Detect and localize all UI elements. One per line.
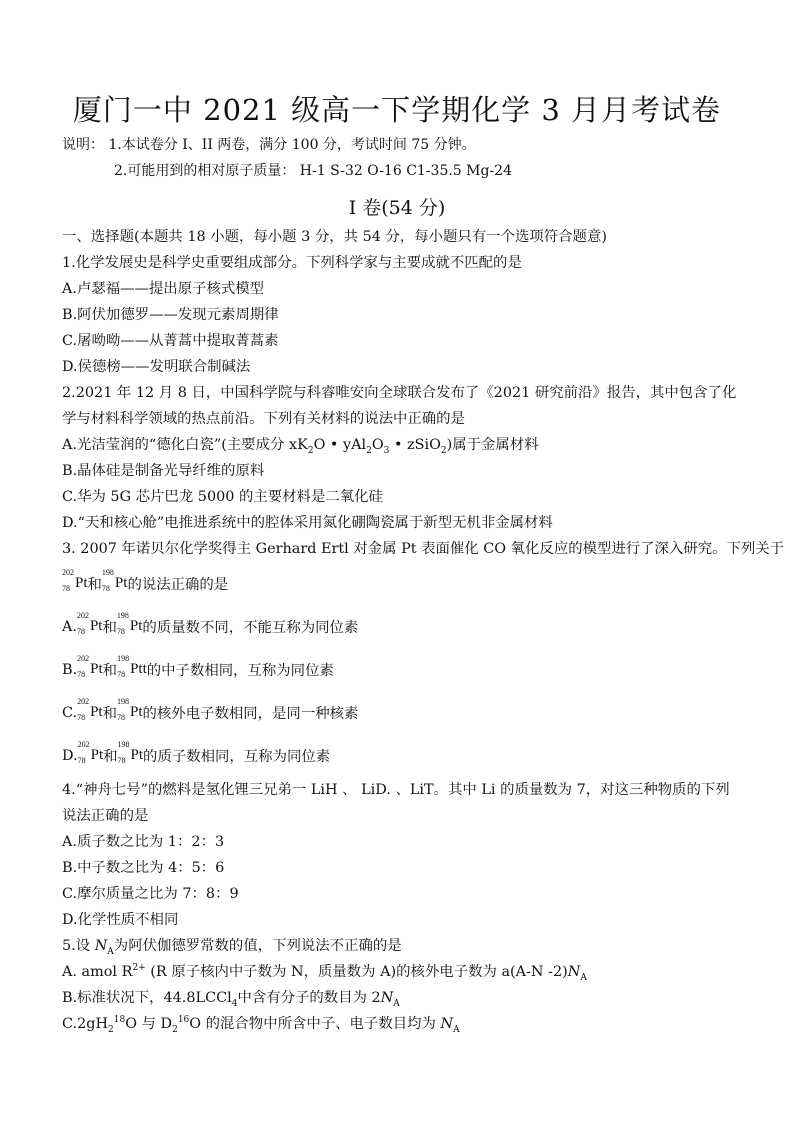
option-a: A. amol $R^{2+}$ (R 原子核内中子数为 N，质量数为 A)的核外电子数为 a(A-N $-2)N_A$: [62, 963, 587, 983]
option-a: A. 202 78 Pt 和 198 78 Pt 的质量数不同，不能互称为同位素: [62, 611, 359, 636]
option-c: C.摩尔质量之比为 7：8：9: [62, 886, 239, 902]
question-stem: 2.2021 年 12 月 8 日，中国科学院与科睿唯安向全球联合发布了《2021 研究前沿》报告，其中包含了化学与材料科学领域的热点前沿。下列有关材料的说法中正确的是: [62, 385, 737, 427]
option-a: A.质子数之比为 1：2：3: [62, 834, 225, 850]
question-stem-cont: 202 78 Pt 和 198 78 Pt 的说法正确的是: [62, 568, 229, 593]
question-2: [62, 380, 742, 536]
question-5: [62, 933, 742, 1037]
section-heading: 一、选择题(本题共 18 小题，每小题 3 分，共 54 分，每小题只有一个选项符合题意): [62, 229, 607, 245]
instruction-line-1: 说明： 1.本试卷分 I、II 两卷，满分 100 分，考试时间 75 分钟。: [62, 137, 476, 153]
option-b: B. 202 78 Pt 和 198 78 Ptt 的中子数相同，互称为同位素: [62, 654, 334, 679]
option-b: B.标准状况下，44.8LCCl$_4$中含有分子的数目为 $2N_A$: [62, 990, 400, 1009]
option-c: C.屠呦呦——从菁蒿中提取菁蒿素: [62, 333, 279, 349]
question-4: [62, 777, 742, 933]
question-stem: 3. 2007 年诺贝尔化学奖得主 Gerhard Ertl 对金属 Pt 表面催化 CO 氧化反应的模型进行了深入研究。下列关于: [62, 541, 785, 557]
isotope-pt-202: 202 78 Pt: [62, 568, 88, 593]
option-d: D.化学性质不相同: [62, 912, 179, 928]
question-stem: 1.化学发展史是科学史重要组成部分。下列科学家与主要成就不匹配的是: [62, 255, 522, 271]
option-a: A.卢瑟福——提出原子核式模型: [62, 281, 265, 297]
isotope-pt-198: 198 78 Pt: [101, 568, 128, 593]
part-title: I 卷(54 分): [348, 197, 446, 219]
option-d: D.“天和核心舱”电推进系统中的腔体采用氮化硼陶瓷属于新型无机非金属材料: [62, 515, 553, 531]
option-d: D. 202 78 Pt 和 198 78 Pt 的质子数相同，互称为同位素: [62, 740, 331, 765]
exam-title: 厦门一中 2021 级高一下学期化学 3 月月考试卷: [72, 93, 722, 127]
instruction-line-2: 2.可能用到的相对原子质量： H-1 S-32 O-16 C1-35.5 Mg-24: [114, 163, 513, 179]
option-d: D.侯德榜——发明联合制碱法: [62, 359, 251, 375]
option-b: B.阿伏加德罗——发现元素周期律: [62, 307, 279, 323]
question-3: [62, 536, 785, 777]
instructions: [62, 132, 512, 184]
question-body: [62, 224, 785, 1037]
question-stem: 4.“神舟七号”的燃料是氢化锂三兄弟一 LiH 、 LiD. 、LiT。其中 Li 的质量数为 7，对这三种物质的下列说法正确的是: [62, 782, 730, 824]
option-c: C.华为 5G 芯片巴龙 5000 的主要材料是二氧化硅: [62, 489, 383, 505]
option-b: B.中子数之比为 4：5：6: [62, 860, 225, 876]
option-a: A.光洁莹润的“德化白瓷”(主要成分 $xK_2O$ • $yAl_2O_3$ • zSiO$_2$)属于金属材料: [62, 437, 539, 456]
question-1: [62, 250, 742, 380]
option-b: B.晶体硅是制备光导纤维的原料: [62, 463, 265, 479]
option-c: C. 202 78 Pt 和 198 78 Pt 的核外电子数相同，是同一种核素: [62, 697, 359, 722]
option-c: $C.2gH_2^{18}O$ 与 $D_2^{16}O$ 的混合物中所含中子、电子数目均为 $N_A$: [62, 1015, 460, 1035]
question-stem: 5.设 $N_A$为阿伏伽德罗常数的值，下列说法不正确的是: [62, 938, 402, 957]
